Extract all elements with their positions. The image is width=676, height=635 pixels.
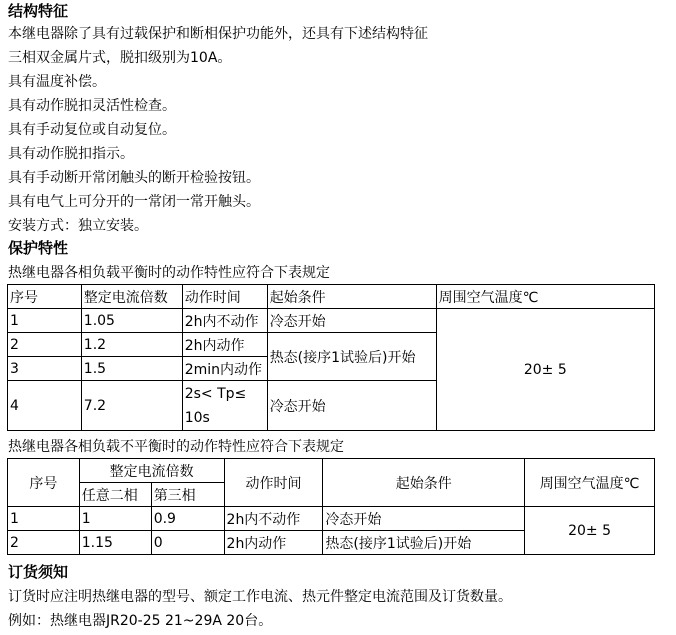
cell-time [182,381,267,431]
cell-third: 0 [151,531,224,555]
cell-multiple: 7.2 [81,381,182,431]
table-row [8,309,655,333]
structure-line-1: 本继电器除了具有过载保护和断相保护功能外，还具有下述结构特征 [8,26,428,42]
cell-no: 2 [8,333,82,357]
cell-no: 2 [8,531,80,555]
cell-no: 3 [8,357,82,381]
cell-multiple: 1.05 [81,309,182,333]
cell-multiple: 1.2 [81,333,182,357]
structure-line-9: 安装方式：独立安装。 [8,218,148,234]
order-line-2: 例如：热继电器JR20-25 21~29A 20台。 [8,613,273,629]
table2-caption: 热继电器各相负载不平衡时的动作特性应符合下表规定 [8,439,344,455]
structure-line-6: 具有动作脱扣指示。 [8,146,134,162]
th-ambient-temp: 周围空气温度℃ [525,459,655,507]
section-title-protection: 保护特性 [8,239,69,257]
structure-line-8: 具有电气上可分开的一常闭一常开触头。 [8,194,260,210]
table-header-row [8,459,655,483]
cell-time-line-1: 2s< Tp≤ [184,385,247,402]
cell-time: 2min内动作 [182,357,267,381]
table1-caption: 热继电器各相负载平衡时的动作特性应符合下表规定 [8,265,330,281]
structure-line-2: 三相双金属片式，脱扣级别为10A。 [8,50,232,66]
cell-time: 2h内不动作 [224,507,323,531]
th-start-condition: 起始条件 [267,285,436,309]
cell-any-two: 1.15 [79,531,151,555]
th-multiple: 整定电流倍数 [79,459,224,483]
cell-condition: 热态(接序1试验后)开始 [267,333,436,381]
cell-time: 2h内不动作 [182,309,267,333]
cell-condition: 冷态开始 [267,381,436,431]
cell-condition: 冷态开始 [267,309,436,333]
th-no: 序号 [8,459,80,507]
cell-no: 4 [8,381,82,431]
order-line-1: 订货时应注明热继电器的型号、额定工作电流、热元件整定电流范围及订货数量。 [8,589,512,605]
structure-line-7: 具有手动断开常闭触头的断开检验按钮。 [8,170,260,186]
th-action-time: 动作时间 [224,459,323,507]
cell-third: 0.9 [151,507,224,531]
table-header-row [8,285,655,309]
table-row [8,507,655,531]
structure-line-5: 具有手动复位或自动复位。 [8,122,176,138]
th-third-phase: 第三相 [151,483,224,507]
cell-time: 2h内动作 [224,531,323,555]
cell-time-line-2: 10s [184,409,210,426]
cell-no: 1 [8,309,82,333]
th-any-two-phases: 任意二相 [79,483,151,507]
structure-line-4: 具有动作脱扣灵活性检查。 [8,98,176,114]
structure-line-3: 具有温度补偿。 [8,74,106,90]
section-title-order: 订货须知 [8,563,69,581]
th-ambient-temp: 周围空气温度℃ [436,285,654,309]
section-title-structure: 结构特征 [8,2,69,20]
table-balanced-load [7,284,655,431]
th-action-time: 动作时间 [182,285,267,309]
cell-multiple: 1.5 [81,357,182,381]
th-multiple: 整定电流倍数 [81,285,182,309]
table-unbalanced-load [7,458,655,555]
cell-time: 2h内动作 [182,333,267,357]
cell-temp: 20± 5 [525,507,655,555]
cell-condition: 冷态开始 [323,507,525,531]
cell-condition: 热态(接序1试验后)开始 [323,531,525,555]
th-no: 序号 [8,285,82,309]
cell-no: 1 [8,507,80,531]
cell-temp: 20± 5 [436,309,654,431]
cell-any-two: 1 [79,507,151,531]
th-start-condition: 起始条件 [323,459,525,507]
